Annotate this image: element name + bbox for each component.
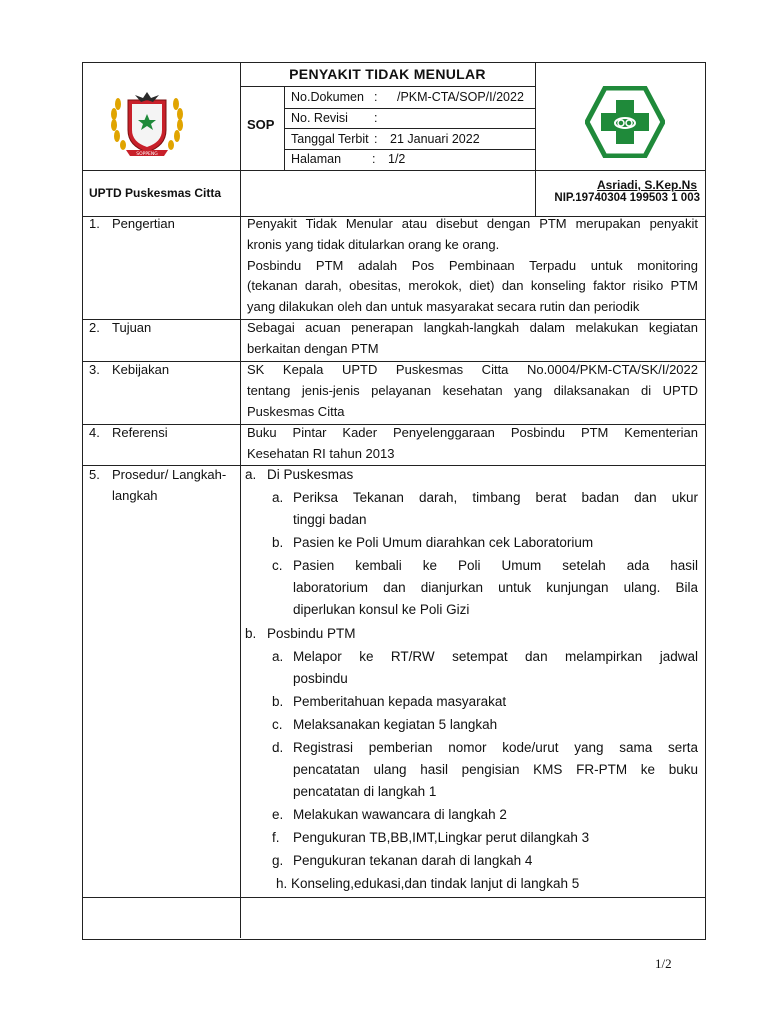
list-item: Registrasi pemberian nomor kode/urut yang sama serta [293,740,698,755]
soppeng-crest-logo [104,86,190,160]
document-title: PENYAKIT TIDAK MENULAR [289,66,486,82]
section-label: Kebijakan [112,362,170,377]
list-item: Pasien kembali ke Poli Umum setelah ada hasil [293,558,698,573]
cross-icon [601,100,649,144]
subheading: Di Puskesmas [267,467,354,482]
list-item-cont: tinggi badan [293,512,367,527]
list-marker: b. [272,694,284,709]
list-item: Pengukuran tekanan darah di langkah 4 [293,853,533,868]
list-item: Pasien ke Poli Umum diarahkan cek Laboratorium [293,535,594,550]
section-number: 3. [89,362,100,377]
list-item-cont: posbindu [293,671,348,686]
signer-name: Asriadi, S.Kep.Ns [596,178,697,192]
section-label: Pengertian [112,216,175,231]
logo-banner-text: SOPPENG [136,152,158,157]
rice-stalk-left [111,98,126,150]
list-marker: b. [272,535,284,550]
section-number: 1. [89,216,100,231]
list-marker: e. [272,807,284,822]
list-item: Pengukuran TB,BB,IMT,Lingkar perut dilangkah 3 [293,830,590,845]
section-label-cont: langkah [112,488,158,503]
subheading: Posbindu PTM [267,626,356,641]
puskesmas-logo [585,86,665,158]
sop-label: SOP [247,117,275,132]
list-marker: a. [272,490,284,505]
list-item-cont: pencatatan di langkah 1 [293,784,437,799]
list-marker: a. [272,649,284,664]
list-item-cont: laboratorium dan dianjurkan untuk kunjungan ulang. Bila [293,580,698,595]
list-item-cont: pencatatan ulang hasil pengisian KMS FR-PTM ke buku [293,762,698,777]
list-item: h. Konseling,edukasi,dan tindak lanjut di langkah 5 [276,876,580,891]
list-marker: b. [245,626,257,641]
list-item: Pemberitahuan kepada masyarakat [293,694,507,709]
section-number: 4. [89,425,100,440]
list-item: Melakukan wawancara di langkah 2 [293,807,507,822]
list-marker: d. [272,740,284,755]
list-marker: g. [272,853,284,868]
section-label: Tujuan [112,320,152,335]
list-marker: f. [272,830,280,845]
cotton-stalk-right [168,98,183,150]
list-marker: c. [272,717,283,732]
list-marker: a. [245,467,257,482]
org-name: UPTD Puskesmas Citta [89,186,222,200]
signer-nip: NIP.19740304 199503 1 003 [554,192,700,204]
list-item: Melapor ke RT/RW setempat dan melampirkan jadwal [293,649,698,664]
page-number: 1/2 [655,956,672,971]
section-label: Referensi [112,425,168,440]
section-label: Prosedur/ Langkah- [112,467,227,482]
section-number: 5. [89,467,100,482]
list-item-cont: diperlukan konsul ke Poli Gizi [293,602,470,617]
list-item: Melaksanakan kegiatan 5 langkah [293,717,498,732]
list-marker: c. [272,558,283,573]
list-item: Periksa Tekanan darah, timbang berat badan dan ukur [293,490,698,505]
section-number: 2. [89,320,100,335]
